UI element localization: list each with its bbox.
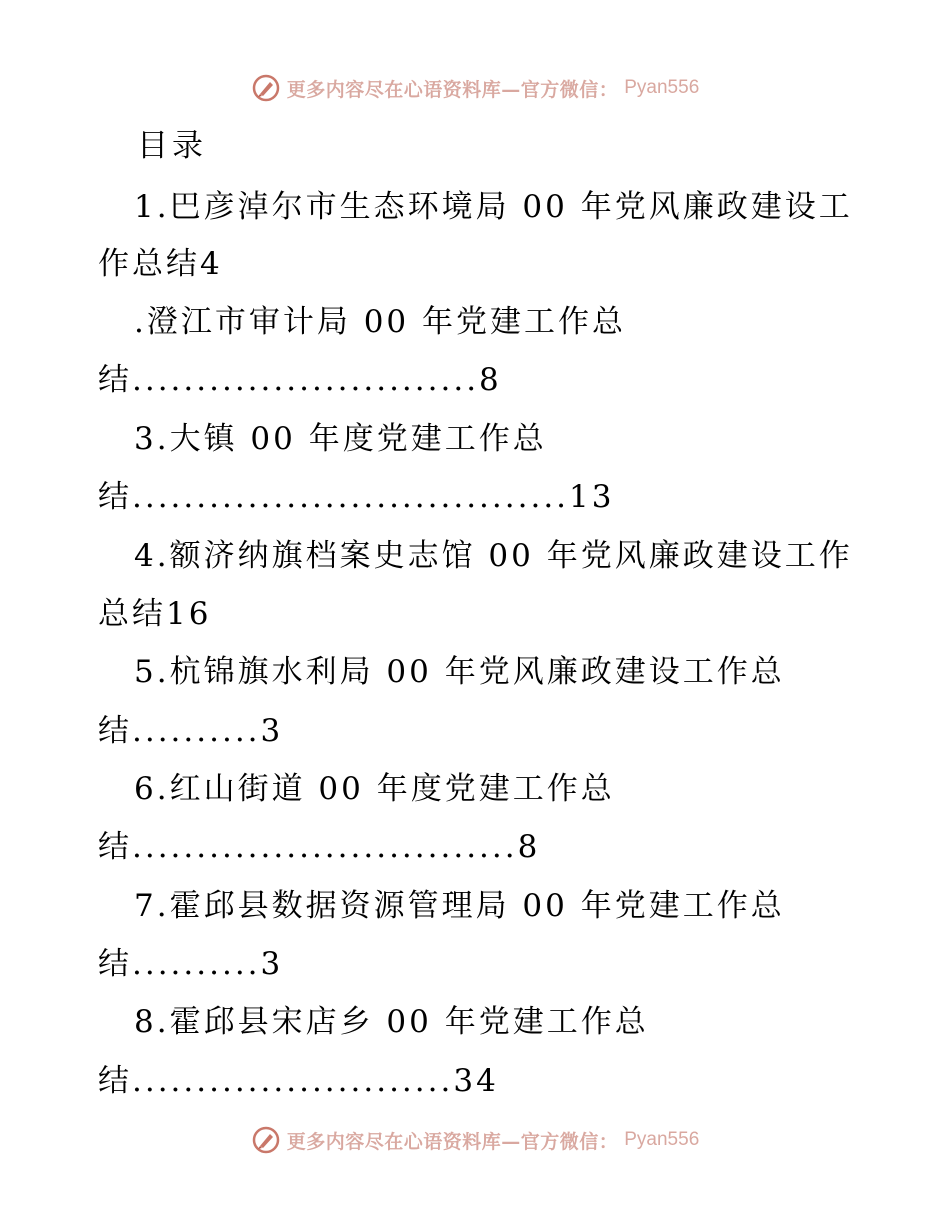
toc-entry-4-line2[interactable]: 总结16 [98, 596, 212, 632]
watermark-wechat-id: Pyan556 [624, 1129, 700, 1150]
watermark-text: 更多内容尽在心语资料库—官方微信： [286, 78, 619, 101]
toc-entry-2-line1[interactable]: .澄江市审计局 00 年党建工作总 [134, 304, 627, 340]
toc-entry-2-line2[interactable]: 结...........................8 [98, 362, 502, 398]
pen-nib-circle-icon [251, 1125, 281, 1155]
toc-entry-1-line1[interactable]: 1.巴彦淖尔市生态环境局 00 年党风廉政建设工 [134, 189, 853, 225]
pen-nib-circle-icon [251, 73, 281, 103]
footer-watermark [0, 1120, 950, 1160]
toc-entry-7-line1[interactable]: 7.霍邱县数据资源管理局 00 年党建工作总 [134, 888, 785, 924]
toc-entry-8-line1[interactable]: 8.霍邱县宋店乡 00 年党建工作总 [134, 1004, 649, 1040]
watermark-text: 更多内容尽在心语资料库—官方微信： [286, 1130, 619, 1153]
toc-entry-7-line2[interactable]: 结..........3 [98, 946, 284, 982]
toc-entry-3-line1[interactable]: 3.大镇 00 年度党建工作总 [134, 421, 547, 457]
toc-entry-1-line2[interactable]: 作总结4 [98, 246, 223, 282]
toc-entry-5-line1[interactable]: 5.杭锦旗水利局 00 年党风廉政建设工作总 [134, 654, 785, 690]
toc-entry-6-line1[interactable]: 6.红山街道 00 年度党建工作总 [134, 771, 615, 807]
toc-entry-6-line2[interactable]: 结..............................8 [98, 829, 541, 865]
toc-entry-4-line1[interactable]: 4.额济纳旗档案史志馆 00 年党风廉政建设工作 [134, 538, 853, 574]
watermark-wechat-id: Pyan556 [624, 77, 700, 98]
header-watermark [0, 68, 950, 108]
toc-entry-5-line2[interactable]: 结..........3 [98, 713, 284, 749]
toc-entry-3-line2[interactable]: 结..................................13 [98, 479, 615, 515]
toc-entry-8-line2[interactable]: 结.........................34 [98, 1063, 499, 1099]
toc-heading: 目录 [137, 128, 207, 164]
